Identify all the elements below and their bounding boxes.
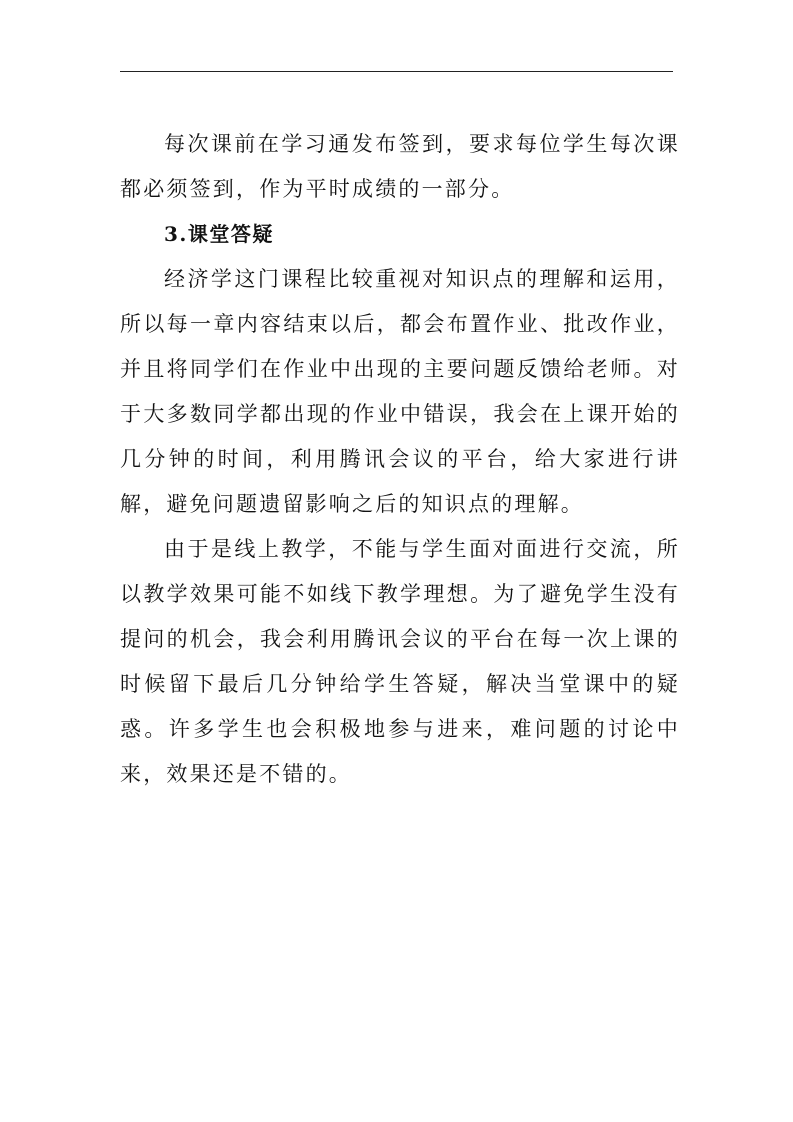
paragraph-online-qa: 由于是线上教学，不能与学生面对面进行交流，所以教学效果可能不如线下教学理想。为了避免学生没有提问的机会，我会利用腾讯会议的平台在每一次上课的时候留下最后几分钟给学生答疑，解决当堂课中的疑惑。许多学生也会积极地参与进来，难问题的讨论中来，效果还是不错的。	[120, 537, 680, 786]
section-heading: 3.课堂答疑	[164, 222, 274, 246]
document-body	[120, 122, 680, 797]
header-rule	[120, 71, 673, 72]
paragraph-homework-feedback: 经济学这门课程比较重视对知识点的理解和运用，所以每一章内容结束以后，都会布置作业、批改作业，并且将同学们在作业中出现的主要问题反馈给老师。对于大多数同学都出现的作业中错误，我会在上课开始的几分钟的时间，利用腾讯会议的平台，给大家进行讲解，避免问题遗留影响之后的知识点的理解。	[120, 267, 680, 516]
paragraph-sign-in: 每次课前在学习通发布签到，要求每位学生每次课都必须签到，作为平时成绩的一部分。	[120, 132, 680, 201]
